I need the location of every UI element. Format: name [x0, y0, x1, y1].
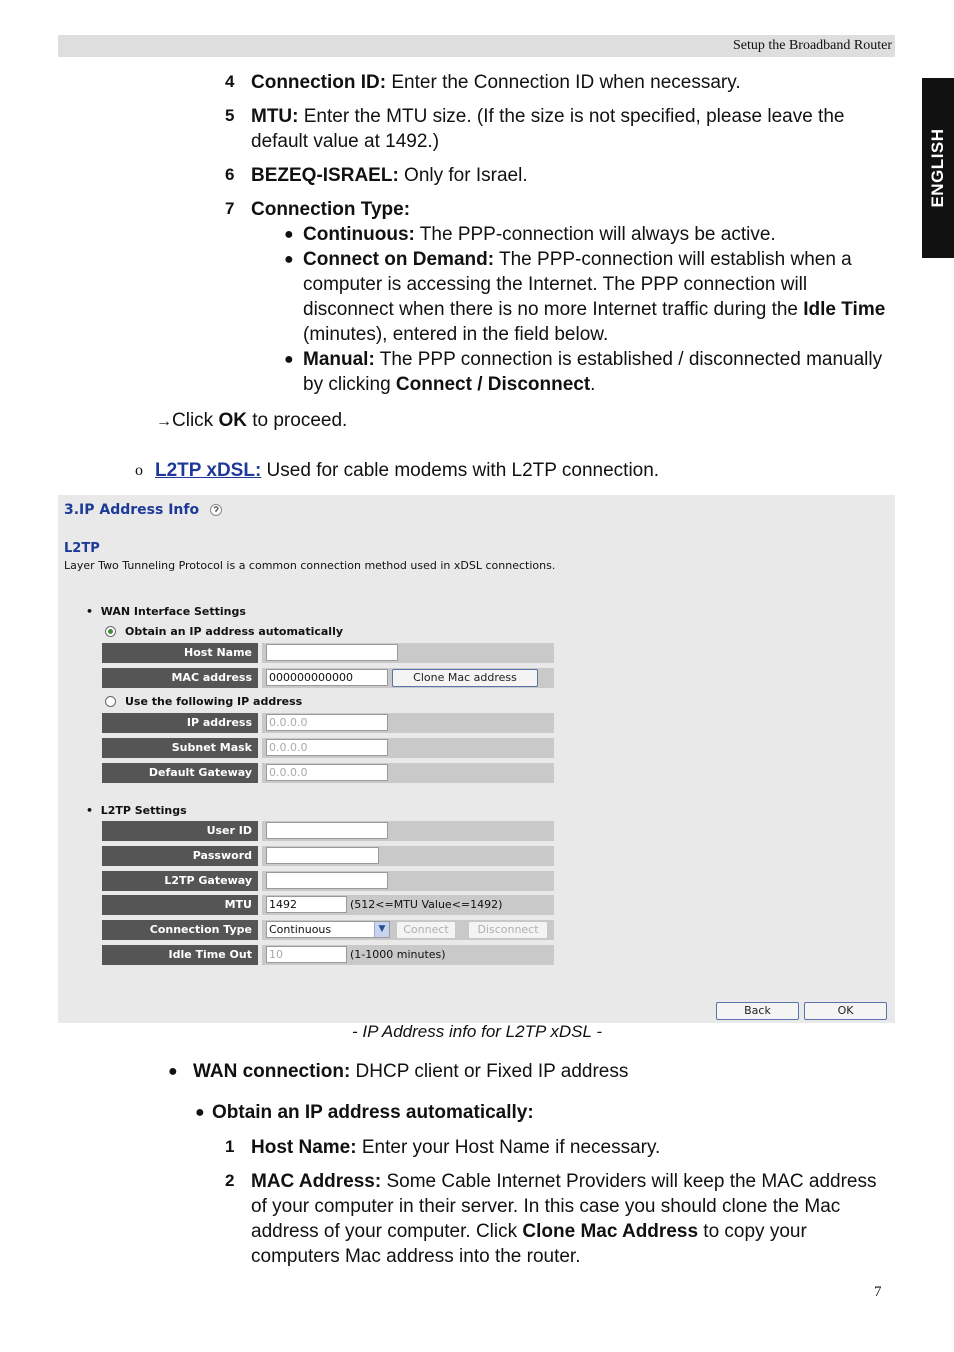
idle-time-label: Idle Time Out: [102, 945, 258, 965]
conn-on-demand: Connect on Demand: The PPP-connection will establish when a computer is accessing the Internet. The PPP connection will disconnect when there is no more Internet traffic during the Idle Time (minutes), entered in the field below.: [303, 249, 886, 345]
screenshot-subtitle: L2TP: [64, 541, 100, 556]
user-id-input[interactable]: [266, 822, 388, 839]
item-connection-type: Connection Type:: [251, 199, 411, 220]
item-number: 1: [225, 1137, 235, 1156]
connect-button[interactable]: Connect: [396, 921, 456, 939]
item-host-name: Host Name: Enter your Host Name if necessary.: [251, 1137, 661, 1158]
bullet: ●: [284, 251, 294, 268]
mtu-input[interactable]: 1492: [266, 896, 347, 913]
item-number: 7: [225, 199, 235, 218]
mac-address-label: MAC address: [102, 668, 258, 688]
subnet-mask-label: Subnet Mask: [102, 738, 258, 758]
default-gateway-row: [102, 763, 554, 783]
mac-address-row: [102, 668, 554, 688]
host-name-input[interactable]: [266, 644, 398, 661]
subnet-mask-row: [102, 738, 554, 758]
header-title: Setup the Broadband Router: [732, 38, 892, 53]
l2tp-heading: L2TP xDSL: Used for cable modems with L2TP connection.: [155, 460, 660, 481]
arrow-icon: →: [156, 413, 172, 430]
proceed-line: →Click OK to proceed.: [156, 410, 348, 431]
subnet-mask-input[interactable]: 0.0.0.0: [266, 739, 388, 756]
idle-time-input[interactable]: 10: [266, 946, 347, 963]
host-name-row: [102, 643, 554, 663]
item-number: 5: [225, 106, 235, 125]
ok-button[interactable]: OK: [804, 1002, 887, 1020]
mtu-note: (512<=MTU Value<=1492): [350, 898, 503, 911]
item-connection-id: Connection ID: Enter the Connection ID when necessary.: [251, 72, 741, 93]
default-gateway-input[interactable]: 0.0.0.0: [266, 764, 388, 781]
ip-address-row: [102, 713, 554, 733]
obtain-auto-heading: Obtain an IP address automatically:: [212, 1102, 534, 1123]
help-icon[interactable]: [208, 503, 224, 517]
ip-address-label: IP address: [102, 713, 258, 733]
idle-time-row: [102, 945, 554, 965]
password-label: Password: [102, 846, 258, 866]
mac-address-input[interactable]: 000000000000: [266, 669, 388, 686]
disconnect-button[interactable]: Disconnect: [468, 921, 548, 939]
l2tp-gateway-input[interactable]: [266, 872, 388, 889]
mtu-label: MTU: [102, 895, 258, 915]
obtain-auto-label: Obtain an IP address automatically: [125, 625, 344, 638]
page-header: [58, 35, 895, 57]
use-following-label: Use the following IP address: [125, 695, 303, 708]
bullet: ●: [284, 351, 294, 368]
idle-time-note: (1-1000 minutes): [350, 948, 446, 961]
l2tp-gateway-label: L2TP Gateway: [102, 871, 258, 891]
conn-continuous: Continuous: The PPP-connection will always be active.: [303, 224, 776, 245]
language-tab-label: ENGLISH: [928, 128, 947, 208]
password-input[interactable]: [266, 847, 379, 864]
user-id-row: [102, 821, 554, 841]
use-following-radio[interactable]: [105, 696, 116, 707]
page-number: 7: [874, 1284, 882, 1300]
conn-manual: Manual: The PPP connection is established / disconnected manually by clicking Connect / Disconnect.: [303, 349, 883, 395]
default-gateway-label: Default Gateway: [102, 763, 258, 783]
item-number: 2: [225, 1171, 235, 1190]
screenshot-title: 3.IP Address Info: [64, 502, 224, 518]
screenshot-description: Layer Two Tunneling Protocol is a common connection method used in xDSL connections.: [64, 559, 556, 572]
bullet: ●: [168, 1063, 178, 1080]
user-id-label: User ID: [102, 821, 258, 841]
obtain-auto-radio[interactable]: [105, 626, 116, 637]
back-button[interactable]: Back: [716, 1002, 799, 1020]
password-row: [102, 846, 554, 866]
connection-type-row: [102, 920, 554, 940]
circle-bullet-icon: o: [135, 462, 143, 479]
l2tp-gateway-row: [102, 871, 554, 891]
language-tab: [922, 78, 954, 258]
figure-caption: - IP Address info for L2TP xDSL -: [351, 1022, 603, 1041]
bullet: ●: [284, 226, 294, 243]
connection-type-label: Connection Type: [102, 920, 258, 940]
item-bezeq: BEZEQ-ISRAEL: Only for Israel.: [251, 165, 528, 186]
connection-type-select[interactable]: Continuous ▼: [266, 921, 390, 938]
wan-settings-heading: • WAN Interface Settings: [86, 605, 246, 618]
wan-connection-line: WAN connection: DHCP client or Fixed IP address: [193, 1061, 629, 1082]
ip-address-input[interactable]: 0.0.0.0: [266, 714, 388, 731]
host-name-label: Host Name: [102, 643, 258, 663]
item-number: 6: [225, 165, 235, 184]
chevron-down-icon[interactable]: ▼: [374, 922, 389, 937]
item-mtu: MTU: Enter the MTU size. (If the size is not specified, please leave the default value at 1492.): [251, 106, 845, 152]
l2tp-settings-heading: • L2TP Settings: [86, 804, 187, 817]
clone-mac-button[interactable]: Clone Mac address: [392, 669, 538, 687]
router-screenshot: [58, 495, 895, 1023]
item-number: 4: [225, 72, 235, 91]
mtu-row: [102, 895, 554, 915]
bullet: ●: [195, 1104, 205, 1121]
item-mac-address: MAC Address: Some Cable Internet Providers will keep the MAC address of your computer in their server. In this case you should clone the Mac address of your computer. Click Clone Mac Address to copy your computers Mac address into the router.: [251, 1171, 877, 1267]
